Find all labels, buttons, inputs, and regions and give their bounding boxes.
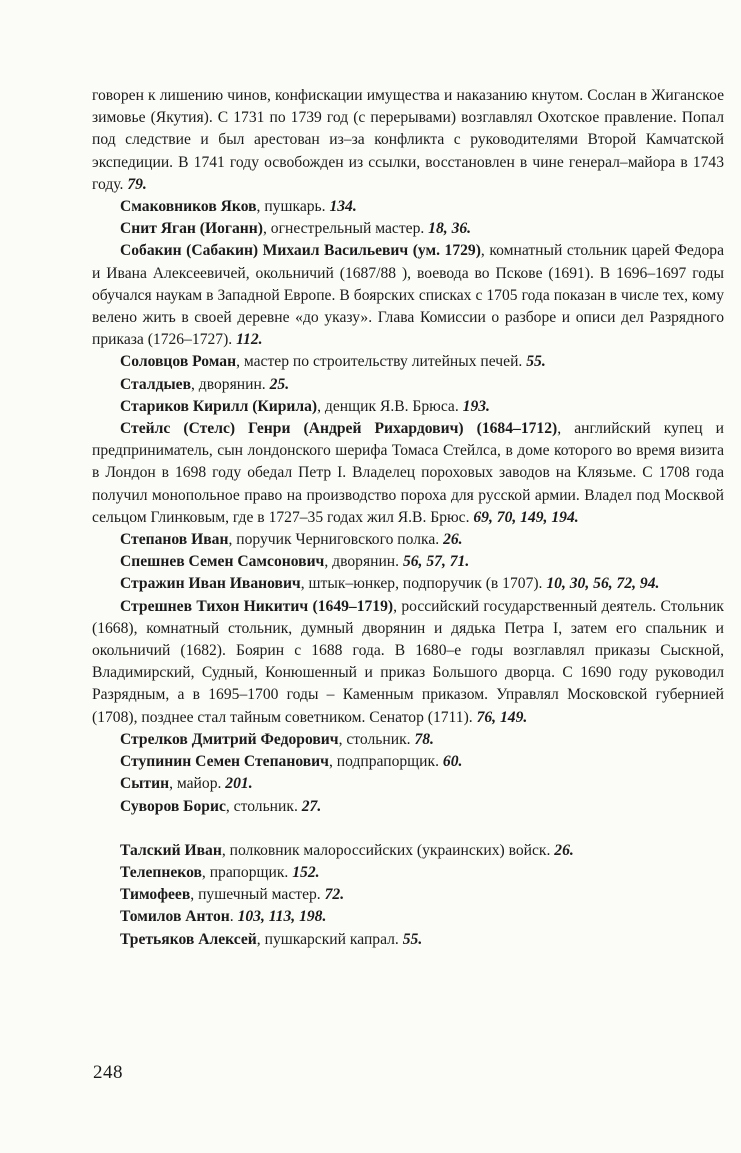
- index-entry: [92, 884, 724, 906]
- index-entry: [92, 929, 724, 951]
- entry-name: Стражин Иван Иванович: [120, 575, 301, 593]
- entry-name: Стейлс (Стелс) Генри (Андрей Рихардович) (1684–1712): [120, 420, 558, 438]
- index-entry: [92, 751, 724, 773]
- entry-description: , комнатный стольник царей Федора и Ивана Алексеевичей, окольничий (1687/88 ), воевода во Пскове (1691). В 1696–1697 годы обучался наукам в Западной Европе. В боярских списках с 1705 года показан в числе тех, кому велено жить в своей деревне «до указу». Глава Комиссии о разборе и описи дел Разрядного приказа (1726–1727).: [92, 242, 724, 349]
- entry-name: Телепнеков: [120, 863, 202, 881]
- entry-description: говорен к лишению чинов, конфискации имущества и наказанию кнутом. Сослан в Жиганское зимовье (Якутия). С 1731 по 1739 год (с перерывами) возглавлял Охотское правление. Попал под следствие и был арестован из–за конфликта с руководителями Второй Камчатской экспедиции. В 1741 году освобожден из ссылки, восстановлен в чине генерал–майора в 1743 году.: [92, 87, 724, 193]
- index-entry: [92, 862, 724, 884]
- entry-name: Сытин: [120, 775, 170, 793]
- entry-description: , пушечный мастер.: [190, 886, 325, 904]
- entry-page-refs: 10, 30, 56, 72, 94.: [546, 575, 660, 593]
- entry-page-refs: 25.: [269, 375, 290, 393]
- entry-description: , денщик Я.В. Брюса.: [317, 397, 463, 415]
- entry-name: Стариков Кирилл (Кирила): [120, 397, 318, 415]
- index-page-body: [92, 85, 724, 951]
- entry-page-refs: 103, 113, 198.: [237, 908, 327, 926]
- entry-page-refs: 78.: [414, 730, 434, 748]
- entry-description: , майор.: [169, 775, 226, 793]
- index-entry: [92, 196, 724, 218]
- entry-description: , пушкарский капрал.: [256, 930, 403, 948]
- index-entry: [92, 218, 724, 240]
- entry-page-refs: 112.: [236, 331, 263, 349]
- entry-name: Третьяков Алексей: [120, 930, 257, 948]
- entry-description: , стольник.: [338, 730, 415, 748]
- index-entry: [92, 351, 724, 373]
- index-entry: [92, 551, 724, 573]
- index-entry: [92, 418, 724, 529]
- index-entry: [92, 729, 724, 751]
- entry-name: Стрешнев Тихон Никитич (1649–1719): [120, 597, 394, 615]
- entry-description: , английский купец и предприниматель, сын лондонского шерифа Томаса Стейлса, в доме которого во время визита в Лондон в 1698 году обедал Петр I. Владелец пороховых заводов на Клязьме. С 1708 года получил монопольное право на производство пороха для русской армии. Владел под Москвой сельцом Глинковым, где в 1727–35 годах жил Я.В. Брюс.: [92, 420, 725, 526]
- entry-name: Степанов Иван: [120, 531, 229, 549]
- entry-page-refs: 55.: [526, 353, 546, 371]
- entry-description: , российский государственный деятель. Стольник (1668), комнатный стольник, думный дворянин и дядька Петра I, затем его спальник и окольничий (1682). Боярин с 1688 года. В 1680–е годы возглавлял приказы Сыскной, Владимирский, Судный, Конюшенный и приказ Большого дворца. С 1690 году руководил Разрядным, а в 1695–1700 годы – Каменным приказом. Управлял Московской губернией (1708), позднее стал тайным советником. Сенатор (1711).: [92, 597, 724, 726]
- entry-description: , огнестрельный мастер.: [262, 220, 429, 238]
- entry-page-refs: 18, 36.: [428, 220, 472, 238]
- entry-description: , стольник.: [225, 797, 302, 815]
- entry-name: Снит Яган (Иоганн): [120, 220, 263, 238]
- entry-description: , дворянин.: [324, 553, 403, 571]
- entry-description: , поручик Черниговского полка.: [228, 531, 444, 549]
- entry-name: Смаковников Яков: [120, 198, 257, 216]
- entry-description: , дворянин.: [191, 375, 270, 393]
- entry-page-refs: 201.: [225, 775, 253, 793]
- index-entry: [92, 596, 724, 729]
- entry-description: , полковник малороссийских (украинских) войск.: [221, 841, 555, 859]
- entry-name: Соловцов Роман: [120, 353, 237, 371]
- index-entry: [92, 573, 724, 595]
- index-entry: [92, 796, 724, 818]
- entry-name: Ступинин Семен Степанович: [120, 753, 329, 771]
- entry-page-refs: 69, 70, 149, 194.: [473, 508, 579, 526]
- entry-name: Томилов Антон: [120, 908, 230, 926]
- entry-page-refs: 152.: [292, 863, 320, 881]
- entry-page-refs: 134.: [329, 198, 357, 216]
- entry-page-refs: 193.: [462, 397, 490, 415]
- entry-page-refs: 72.: [324, 886, 345, 904]
- entry-description: , мастер по строительству литейных печей.: [236, 353, 527, 371]
- entry-page-refs: 79.: [127, 175, 147, 193]
- page-number: 248: [93, 1062, 123, 1083]
- entry-description: , пушкарь.: [256, 198, 330, 216]
- entry-page-refs: 56, 57, 71.: [402, 553, 470, 571]
- index-entry: [92, 374, 724, 396]
- entry-name: Собакин (Сабакин) Михаил Васильевич (ум. 1729): [120, 242, 481, 260]
- entry-page-refs: 26.: [443, 531, 463, 549]
- entry-page-refs: 76, 149.: [476, 708, 528, 726]
- entry-description: , штык–юнкер, подпоручик (в 1707).: [300, 575, 547, 593]
- entry-page-refs: 27.: [301, 797, 322, 815]
- entry-name: Талский Иван: [120, 841, 222, 859]
- entry-description: .: [229, 908, 238, 926]
- entry-page-refs: 26.: [554, 841, 574, 859]
- index-entry: [92, 773, 724, 795]
- entry-name: Спешнев Семен Самсонович: [120, 553, 325, 571]
- index-entry: [92, 396, 724, 418]
- index-entry: [92, 240, 724, 351]
- entry-name: Сталдыев: [120, 375, 191, 393]
- index-entry: [92, 840, 724, 862]
- index-entry: [92, 529, 724, 551]
- index-entry: [92, 906, 724, 928]
- entry-description: , прапорщик.: [201, 863, 293, 881]
- entry-name: Тимофеев: [120, 886, 191, 904]
- entry-page-refs: 60.: [442, 753, 463, 771]
- entry-name: Стрелков Дмитрий Федорович: [120, 730, 339, 748]
- entry-page-refs: 55.: [402, 930, 423, 948]
- entry-name: Суворов Борис: [120, 797, 226, 815]
- entry-description: , подпрапорщик.: [328, 753, 443, 771]
- index-entry-continuation: [92, 85, 724, 196]
